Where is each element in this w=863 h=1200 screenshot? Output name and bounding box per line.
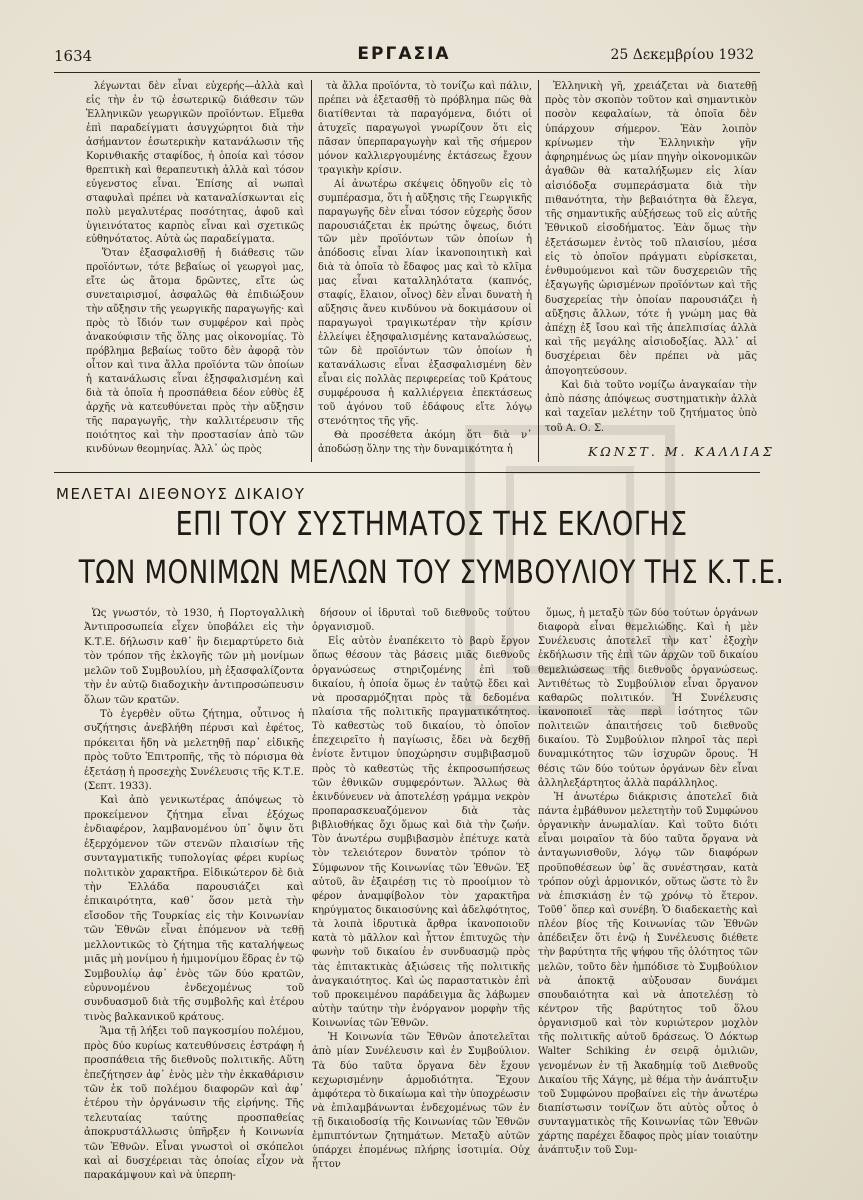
paragraph: Ἅμα τῇ λήξει τοῦ παγκοσμίου πολέμου, πρὸς δύο κυρίως κατευθύνσεις ἐστράφη ἡ προσπάθεια τῆς διεθνοῦς πολιτικῆς. Αὕτη ἐπεζήτησεν ἀφ᾽ ἑνὸς μὲν τὴν ἐκκαθάρισιν τῶν ἐκ τοῦ πολέμου διαφορῶν καὶ ἀφ᾽ ἑτέρου τὴν ὀργάνωσιν τῆς εἰρήνης. Τῆς τελευταίας ταύτης προσπαθείας ἀποκρυστάλλωσις ὑπῆρξεν ἡ Κοινωνία τῶν Ἐθνῶν. Εἶναι γνωστοὶ οἱ σκόπελοι καὶ αἱ δυσχέρειαι τὰς ὁποίας εἶχον νὰ παρακάμψουν καὶ νὰ ὑπερπη-: [84, 1026, 304, 1182]
article-column-2: [312, 607, 530, 1173]
paragraph: Καὶ ἀπὸ γενικωτέρας ἀπόψεως τὸ προκείμενον ζήτημα εἶναι ἐξόχως ἐνδιαφέρον, λαμβανομένου ὑπ᾽ ὄψιν ὅτι ἐξερχόμενον τῶν στενῶν πλαισίων τῆς συνταγματικῆς τυπολογίας φέρει κυρίως πολιτικὸν χαρακτῆρα. Εἰδικώτερον δὲ διὰ τὴν Ἑλλάδα παρουσιάζει καὶ ἐπικαιρότητα, καθ᾽ ὅσον μετὰ τὴν εἴσοδον τῆς Τουρκίας εἰς τὴν Κοινωνίαν τῶν Ἐθνῶν εἶναι ἑπόμενον νὰ τεθῇ μελλοντικῶς τὸ ζήτημα τῆς καταλήψεως μιᾶς μὴ μονίμου ἡ ἡμιμονίμου ἕδρας ἐν τῷ Συμβουλίῳ ἀφ᾽ ἑνὸς τῶν δύο κρατῶν, εὐρυνομένου ἐνδεχομένως τοῦ συνδυασμοῦ διὰ τῆς συμβολῆς καὶ ἑτέρου τινὸς βαλκανικοῦ κράτους.: [84, 795, 304, 1023]
top-column-2: [318, 80, 532, 457]
article-column-1: [84, 607, 304, 1184]
paragraph: ὅμως, ἡ μεταξὺ τῶν δύο τούτων ὀργάνων διαφορὰ εἶναι θεμελιώδης. Καὶ ἡ μὲν Συνέλευσις ἀποτελεῖ τὴν κατ᾽ ἐξοχὴν ἐκδήλωσιν τῆς ἐπὶ τῶν ἀρχῶν τοῦ δικαίου θεμελιώσεως τῆς διεθνοῦς ὀργανώσεως. Ἀντιθέτως τὸ Συμβούλιον εἶναι ὄργανον καθαρῶς πολιτικόν. Ἡ Συνέλευσις ἱκανοποιεῖ τὰς περὶ ἰσότητος τῶν πολιτειῶν ἀπαιτήσεις τοῦ διεθνοῦς δικαίου. Τὸ Συμβούλιον πληροῖ τὰς περὶ δυναμικότητος τῶν ἰσχυρῶν ὅρους. Ἡ θέσις τῶν δύο τούτων ὀργάνων δὲν εἶναι ἀλληλεξάρτητος ἀλλὰ παράλληλος.: [538, 608, 758, 789]
paragraph: Θὰ προσέθετα ἀκόμη ὅτι διὰ ν᾽ ἀποδώσῃ ὅλην της τὴν δυναμικότητα ἡ: [318, 429, 532, 455]
paragraph: δήσουν οἱ ἱδρυταὶ τοῦ διεθνοῦς τούτου ὀργανισμοῦ.: [312, 608, 530, 634]
header-rule: [54, 72, 760, 73]
column-divider: [311, 80, 312, 462]
paragraph: λέγωνται δὲν εἶναι εὐχερής—ἀλλὰ καὶ εἰς τὴν ἐν τῷ ἐσωτερικῷ διάθεσιν τῶν Ἑλληνικῶν γεωργικῶν προϊόντων. Εἴμεθα ἐπὶ παραδείγματι ἀσυγχώρητοι διὰ τὴν ἀσήμαντον ἐσωτερικὴν κατανάλωσιν τῆς Κορινθιακῆς σταφίδος, ἡ ὁποία καὶ τόσον θρεπτικὴ καὶ θεραπευτικὴ ἀλλὰ καὶ τόσον εὐγενστος εἶναι. Ἐπίσης αἱ νωπαὶ σταφυλαὶ πρέπει νὰ καταναλίσκωνται εἰς πολὺ μεγαλυτέρας ποσότητας, ἀφοῦ καὶ ὑγιεινότατος καρπὸς εἶναι καὶ σχετικῶς εὐθηνότατος. Αὐτὰ ὡς παραδείγματα.: [86, 81, 304, 246]
paragraph: Τὸ ἐγερθὲν οὕτω ζήτημα, οὗτινος ἡ συζήτησις ἀνεβλήθη πέρυσι καὶ ἐφέτος, πρόκειται ἤδη νὰ μελετηθῇ παρ᾽ εἰδικῆς πρὸς τοῦτο Ἐπιτροπῆς, τῆς τὸ πόρισμα θὰ ἐξετάσῃ ἡ προσεχὴς Συνέλευσις τῆς Κ.Τ.Ε. (Σεπτ. 1933).: [84, 708, 304, 793]
paragraph: Ἑλληνικὴ γῆ, χρειάζεται νὰ διατεθῇ πρὸς τὸν σκοπὸν τοῦτον καὶ σημαντικὸν ποσὸν κεφαλαίων, τὰ ὁποῖα δὲν ὑπάρχουν σήμερον. Ἐὰν λοιπὸν κρίνωμεν τὴν Ἑλληνικὴν γῆν ἀφηρημένως ὡς μίαν πηγὴν οἰκονομικῶν ἀγαθῶν θὰ καταλήξωμεν εἰς λίαν αἰσιόδοξα συμπεράσματα διὰ τὴν πιθανότητα, τὴν βεβαιότητα θὰ ἔλεγα, τῆς σημαντικῆς αὐξήσεως τοῦ εἰς αὐτῆς Ἐθνικοῦ εἰσοδήματος. Ἐὰν ὅμως τὴν ἐξετάσωμεν ἐντὸς τοῦ πλαισίου, μέσα εἰς τὸ ὁποῖον πράγματι εὑρίσκεται, ἐνθυμούμενοι καὶ τῶν δυσχερειῶν τῆς ἐξαγωγῆς ὡρισμένων προϊόντων καὶ τῆς δυσχερείας τὴν ὁποίαν παρουσιάζει ἡ αὔξησις ἄλλων, τότε ἡ γνώμη μας θὰ ἀπέχῃ ἐξ ἴσου καὶ τῆς ἀπελπισίας ἀλλὰ καὶ τῆς μεγάλης αἰσιοδοξίας. Ἀλλ᾽ αἱ δυσχέρειαι δὲν πρέπει νὰ μᾶς ἀπογοητεύσουν.: [545, 81, 757, 377]
article-title-line-2: ΤΩΝ ΜΟΝΙΜΩΝ ΜΕΛΩΝ ΤΟΥ ΣΥΜΒΟΥΛΙΟΥ ΤΗΣ Κ.Τ.Ε.: [78, 553, 785, 591]
paragraph: Καὶ διὰ τοῦτο νομίζω ἀναγκαίαν τὴν ἀπὸ πάσης ἀπόψεως συστηματικὴν ἀλλὰ καὶ ταχεῖαν μελέτην τοῦ ζητήματος ὑπὸ τοῦ Α. Ο. Σ.: [545, 379, 757, 434]
paragraph: Αἱ ἀνωτέρω σκέψεις ὁδηγοῦν εἰς τὸ συμπέρασμα, ὅτι ἡ αὔξησις τῆς Γεωργικῆς παραγωγῆς δὲν εἶναι τόσον εὐχερὴς ὅσον παρουσιάζεται ἐκ πρώτης ὄψεως, διότι τῶν μὲν προϊόντων τῶν ὁποίων ἡ ἀπόδοσις εἶναι λίαν ἱκανοποιητικὴ καὶ διὰ τὰ ὁποῖα τὸ ἔδαφος μας καὶ τὸ κλῖμα μας εἶναι καταλληλότατα (καπνός, σταφίς, ἔλαιον, οἶνος) δὲν εἶναι δυνατὴ ἡ αὔξησις ἄνευ κινδύνου νὰ δοκιμάσουν οἱ παραγωγοὶ τραγικωτέραν τὴν κρίσιν ἐλλείψει ἐξησφαλισμένης καταναλώσεως, τῶν δὲ προϊόντων τῶν ὁποίων ἡ κατανάλωσις εἶναι ἐξασφαλισμένη δὲν εἶναι εἰς πολλὰς περιφερείας τοῦ Κράτους συμφέρουσα ἡ καλλιέργεια ἐπεκτάσεως τοῦ ἀγόνου τοῦ ἐδάφους εἴτε λόγῳ στενότητος τῆς γῆς.: [318, 178, 532, 427]
page-header: [54, 44, 754, 70]
paragraph: Ὡς γνωστόν, τὸ 1930, ἡ Πορτογαλλικὴ Ἀντιπροσωπεία εἶχεν ὑποβάλει εἰς τὴν Κ.Τ.Ε. δήλωσιν καθ᾽ ἣν διεμαρτύρετο διὰ τὸν τρόπον τῆς ἐκλογῆς τῶν μὴ μονίμων μελῶν τοῦ Συμβουλίου, μὴ ἐξασφαλίζοντα τὴν ἐν αὐτῷ διαδοχικὴν ἀντιπροσώπευσιν ὅλων τῶν κρατῶν.: [84, 608, 304, 706]
paragraph: Ἡ Κοινωνία τῶν Ἐθνῶν ἀποτελεῖται ἀπὸ μίαν Συνέλευσιν καὶ ἐν Συμβούλιον. Τὰ δύο ταῦτα ὄργανα δὲν ἔχουν κεχωρισμένην ἁρμοδιότητα. Ἔχουν ἀμφότερα τὸ δικαίωμα καὶ τὴν ὑποχρέωσιν νὰ ἐπιλαμβάνωνται ἐνδεχομένως τῶν ἐν τῇ δικαιοδοσίᾳ τῆς Κοινωνίας τῶν Ἐθνῶν ἐμπιπτόντων ζητημάτων. Μεταξὺ αὐτῶν ὑπάρχει ἐπομένως πλήρης ἰσοτιμία. Οὐχ ἧττον: [312, 1032, 530, 1171]
paragraph: τὰ ἄλλα προϊόντα, τὸ τονίζω καὶ πάλιν, πρέπει νὰ ἐξετασθῇ τὸ πρόβλημα πῶς θὰ διατίθενται τὰ παραγόμενα, διότι οἱ ἀτυχεῖς παραγωγοὶ γνωρίζουν ὅτι εἰς πᾶσαν ὑπερπαραγωγὴν καὶ τῆς σήμερον μόνον καλλιεργουμένης ἐκτάσεως ἔχουν τραγικὴν κρίσιν.: [318, 81, 532, 176]
section-heading: ΜΕΛΕΤΑΙ ΔΙΕΘΝΟΥΣ ΔΙΚΑΙΟΥ: [56, 485, 306, 503]
article-column-3: [538, 607, 758, 1158]
column-divider: [538, 80, 539, 462]
journal-title: ΕΡΓΑΣΙΑ: [357, 44, 451, 64]
issue-date: 25 Δεκεμβρίου 1932: [610, 47, 754, 63]
paragraph: Ὅταν ἐξασφαλισθῇ ἡ διάθεσις τῶν προϊόντων, τότε βεβαίως οἱ γεωργοὶ μας, εἴτε ὡς ἄτομα δρῶντες, εἴτε ὡς συνεταιρισμοί, ἀσφαλῶς θὰ ἐπιδιώξουν τὴν αὔξησιν τῆς γεωργικῆς παραγωγῆς· καὶ πρὸς τὸ ἴδιόν των συμφέρον καὶ πρὸς ἀνακούφισιν τῆς ὅλης μας οἰκονομίας. Τὸ πρόβλημα βεβαίως τοῦτο δὲν ἀφορᾷ τὸν οἶτον καὶ τινα ἄλλα προϊόντα τῶν ὁποίων ἡ κατανάλωσις εἶναι ἐξησφαλισμένη καὶ διὰ τὰ ὁποῖα ἡ προσπάθεια δέον εὐθὺς ἐξ ἀρχῆς νὰ κατευθύνεται πρὸς τὴν αὔξησιν τῆς παραγωγῆς, τὴν καλλιτέρευσιν τῆς ποιότητος καὶ τὴν προστασίαν ἀπὸ τῶν κινδύνων θεομηνίας. Ἀλλ᾽ ὡς πρὸς: [86, 248, 304, 455]
article-title-line-1: ΕΠΙ ΤΟΥ ΣΥΣΤΗΜΑΤΟΣ ΤΗΣ ΕΚΛΟΓΗΣ: [175, 504, 688, 543]
paragraph: Εἰς αὐτὸν ἐναπέκειτο τὸ βαρὺ ἔργον ὅπως θέσουν τὰς βάσεις μιᾶς διεθνοῦς ὀργανώσεως στηριζομένης ἐπὶ τοῦ δικαίου, ἡ ὁποία ὅμως ἐν ταὐτῷ ἔδει καὶ νὰ προσαρμόζηται πρὸς τὰ δεδομένα πλαίσια τῆς πολιτικῆς πραγματικότητος. Τὸ καθεστὼς τοῦ δικαίου, τὸ ὁποῖον ἐπεχειρεῖτο ἡ παγίωσις, ἔδει νὰ δεχθῇ ἐνίοτε ἔντιμον ὑποχώρησιν συμβιβασμοῦ πρὸς τὸ καθεστὼς τῆς ἐκπροσωπήσεως τῶν ἐθνικῶν συμφερόντων. Ἄλλως θὰ ἐκινδύνευεν νὰ ἀποτελέσῃ γράμμα νεκρὸν προπαρασκευαζόμενον διὰ τὰς βιβλιοθήκας ὄχι ὅμως καὶ διὰ τὴν ζωήν. Τὸν ἀνωτέρω συμβιβασμὸν ἐπέτυχε κατὰ τὸν τελειότερον δυνατὸν τρόπον τὸ Σύμφωνον τῆς Κοινωνίας τῶν Ἐθνῶν. Ἐξ αὐτοῦ, ἂν ἐξαιρέσῃ τις τὸ προοίμιον τὸ φέρον ἀναμφίβολον τὸν χαρακτῆρα κηρύγματος δικαιοσύνης καὶ ἀδελφότητος, τὰ λοιπὰ ἰδρυτικὰ ἄρθρα ἱκανοποιοῦν κατὰ τὸ μᾶλλον καὶ ἧττον ἐπιτυχῶς τὴν φωνὴν τοῦ δικαίου ἐν συνδυασμῷ πρὸς τὰς ἐπιτακτικὰς ἀξιώσεις τῆς πολιτικῆς ἀναγκαιότητος. Καὶ ὡς παραστατικὸν ἐπὶ τοῦ προκειμένου παράδειγμα ἂς λάβωμεν αὐτὴν ταύτην τὴν ἐνόργανον μορφὴν τῆς Κοινωνίας τῶν Ἐθνῶν.: [312, 636, 530, 1030]
author-signature: ΚΩΝΣΤ. Μ. ΚΑΛΛΙΑΣ: [588, 444, 775, 459]
top-column-1: [86, 80, 304, 457]
top-column-3: [545, 80, 757, 436]
section-rule: [54, 472, 760, 473]
paragraph: Ἡ ἀνωτέρω διάκρισις ἀποτελεῖ διὰ πάντα ἐμβάθυνον μελετητὴν τοῦ Συμφώνου ὀργανικὴν ἀνωμαλίαν. Καὶ τοῦτο διότι εἶναι μοιραῖον τὰ δύο ταῦτα ὄργανα νὰ ἀνταγωνισθοῦν, λόγῳ τῶν διαφόρων προϋποθέσεων ὑφ᾽ ἃς συνέστησαν, κατὰ τρόπον οὐχὶ ἁρμονικόν, οὕτως ὥστε τὸ ἓν νὰ ἐπισκιάσῃ ἐν τῷ χρόνῳ τὸ ἕτερον. Τοῦθ᾽ ὅπερ καὶ συνέβη. Ὁ διαδεκαετὴς καὶ πλέον βίος τῆς Κοινωνίας τῶν Ἐθνῶν ἀπέδειξεν ὅτι ἐνῷ ἡ Συνέλευσις διέθετε τὴν βαρύτητα τῆς ψήφου τῆς ὁλότητος τῶν μελῶν, τοῦτο δὲν ἠμπόδισε τὸ Συμβούλιον νὰ ἀποκτᾷ αὐξουσαν δυνάμει σπουδαιότητα καὶ νὰ ἀποτελέσῃ τὸ κέντρον τῆς βαρύτητος τοῦ ὅλου ὀργανισμοῦ καὶ τὸν κυριώτερον μοχλὸν τῆς πολιτικῆς αὐτοῦ δράσεως. Ὁ Δόκτωρ Walter Schiking ἐν σειρᾷ ὁμιλιῶν, γενομένων ἐν τῇ Ἀκαδημίᾳ τοῦ Διεθνοῦς Δικαίου τῆς Χάγης, μὲ θέμα τὴν ἀνάπτυξιν τοῦ Συμφώνου προβαίνει εἰς τὴν ἀνωτέρω διαπίστωσιν τονίζων ὅτι αὐτὸς οὗτος ὁ συνταγματικὸς τῆς Κοινωνίας τῶν Ἐθνῶν χάρτης παρέχει ἔδαφος πρὸς μίαν τοιαύτην ἀνάπτυξιν τοῦ Συμ-: [538, 791, 758, 1157]
page-number: 1634: [54, 47, 93, 65]
